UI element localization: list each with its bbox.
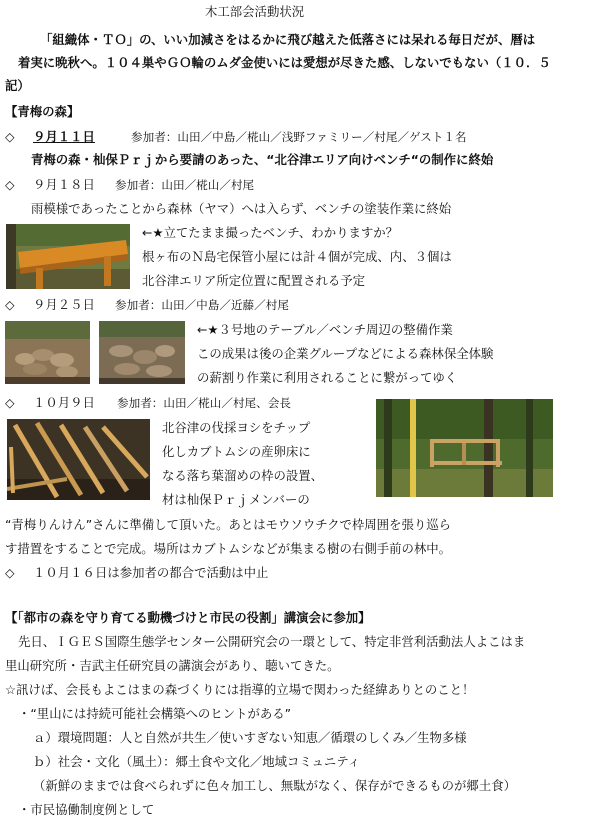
section-heading-oume: 【青梅の森】 (5, 104, 80, 119)
entry-body: 雨模様であったことから森林（ヤマ）へは入らず、ベンチの塗装作業に終始 (31, 201, 452, 216)
lecture-line: 里山研究所・吉武主任研究員の講演会があり、聴いてきた。 (5, 658, 340, 673)
entry-participants: 参加者：山田／椛山／村尾 (115, 178, 255, 192)
photo-caption: ←★３号地のテーブル／ベンチ周辺の整備作業 (197, 322, 453, 337)
intro-line-1: 「組織体・ＴＯ」の、いい加減さをはるかに飛び越えた低落さには呆れる毎日だが、暦は (40, 32, 536, 47)
entry-body: “青梅りんけん”さんに準備して頂いた。あとはモウソウチクで枠周囲を張り巡ら (5, 517, 452, 532)
firewood-photo-2 (99, 321, 185, 384)
bullet-diamond: ◇ (5, 297, 15, 312)
intro-line-3: 記） (5, 78, 30, 93)
document-title: 木工部会活動状況 (205, 4, 305, 19)
bullet-diamond: ◇ (5, 565, 15, 580)
entry-date: ９月１８日 (33, 177, 95, 192)
lecture-line: ・市民協働制度例として (18, 802, 155, 817)
entry-participants: 参加者：山田／中島／椛山／浅野ファミリー／村尾／ゲスト１名 (131, 130, 467, 144)
bullet-diamond: ◇ (5, 129, 15, 144)
entry-body: 青梅の森・杣保Ｐｒｊから要請のあった、“北谷津エリア向けベンチ“の制作に終始 (31, 152, 494, 167)
intro-line-2: 着実に晩秋へ。１０４巣やＧＯ輪のムダ金使いには愛想が尽きた感、しないでもない（１０．５ (18, 55, 551, 70)
lecture-line: ・“里山には持続可能社会構築へのヒントがある” (18, 706, 292, 721)
lecture-line: 先日、ＩＧＥＳ国際生態学センター公開研究会の一環として、特定非営利活動法人よこはま (18, 634, 526, 649)
entry-date: ９月１１日 (33, 129, 95, 144)
frame-forest-photo (376, 399, 553, 497)
entry-date: １０月９日 (33, 395, 95, 410)
entry-body: の薪割り作業に利用されることに繋がってゆく (197, 370, 458, 385)
frame-materials-photo (7, 419, 150, 500)
entry-body: 根ヶ布のＮ島宅保管小屋には計４個が完成、内、３個は (142, 249, 452, 264)
entry-body: 北谷津の伐採ヨシをチップ (162, 420, 311, 435)
lecture-line: ｂ）社会・文化（風土）：郷土食や文化／地域コミュニティ (33, 754, 361, 769)
entry-body: す措置をすることで完成。場所はカブトムシなどが集まる樹の右側手前の林中。 (5, 541, 452, 556)
lecture-line: ☆訊けば、会長もよこはまの森づくりには指導的立場で関わった経緯ありとのこと！ (5, 682, 475, 697)
bullet-diamond: ◇ (5, 395, 15, 410)
entry-body: 化しカブトムシの産卵床に (162, 444, 311, 459)
bench-photo (6, 224, 130, 289)
entry-date: ９月２５日 (33, 297, 95, 312)
entry-body: １０月１６日は参加者の都合で活動は中止 (33, 565, 269, 580)
entry-participants: 参加者：山田／中島／近藤／村尾 (115, 298, 289, 312)
entry-body: この成果は後の企業グループなどによる森林保全体験 (197, 346, 494, 361)
entry-body: なる落ち葉溜めの枠の設置、 (162, 468, 324, 483)
lecture-line: （新鮮のままでは食べられずに色々加工し、無駄がなく、保存ができるものが郷土食） (33, 778, 516, 793)
lecture-line: ａ）環境問題：人と自然が共生／使いすぎない知恵／循環のしくみ／生物多様 (33, 730, 467, 745)
firewood-photo-1 (5, 321, 90, 384)
entry-participants: 参加者：山田／椛山／村尾、会長 (117, 396, 291, 410)
photo-caption: ←★立てたまま撮ったベンチ、わかりますか？ (142, 225, 399, 240)
entry-body: 材は杣保Ｐｒｊメンバーの (162, 492, 310, 507)
bullet-diamond: ◇ (5, 177, 15, 192)
entry-body: 北谷津エリア所定位置に配置される予定 (142, 273, 366, 288)
section-heading-lecture: 【「都市の森を守り育てる動機づけと市民の役割」講演会に参加】 (5, 610, 371, 625)
